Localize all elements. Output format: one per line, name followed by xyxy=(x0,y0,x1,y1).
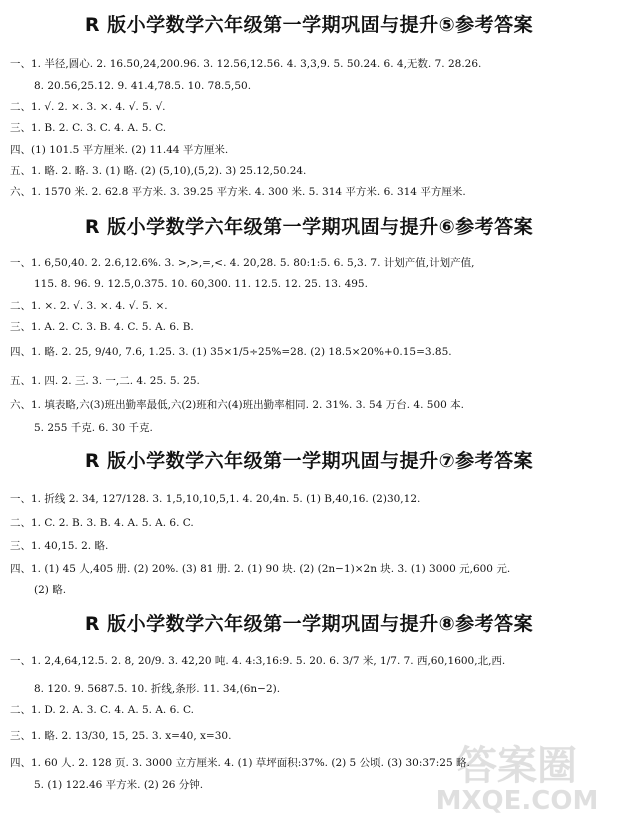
watermark-logo xyxy=(422,734,612,816)
answer-line: 二、1. √. 2. ×. 3. ×. 4. √. 5. √. xyxy=(10,101,166,113)
watermark-top-text: 答案圈 xyxy=(457,743,577,789)
answer-line: 三、1. 40,15. 2. 略. xyxy=(10,540,109,552)
answer-line: 8. 120. 9. 5687.5. 10. 折线,条形. 11. 34,(6n−2). xyxy=(34,683,281,695)
answer-line: 一、1. 2,4,64,12.5. 2. 8, 20/9. 3. 42,20 吨. 4. 4:3,16:9. 5. 20. 6. 3/7 米, 1/7. 7. 西,60,1600,北,西. xyxy=(10,655,506,667)
answer-line: 8. 20.56,25.12. 9. 41.4,78.5. 10. 78.5,50. xyxy=(34,80,252,92)
answer-line: 115. 8. 96. 9. 12.5,0.375. 10. 60,300. 11. 12.5. 12. 25. 13. 495. xyxy=(34,278,368,290)
answer-line: 二、1. C. 2. B. 3. B. 4. A. 5. A. 6. C. xyxy=(10,517,194,529)
section-title-6: R 版小学数学六年级第一学期巩固与提升⑥参考答案 xyxy=(84,216,534,238)
answer-line: 三、1. A. 2. C. 3. B. 4. C. 5. A. 6. B. xyxy=(10,321,194,333)
answer-line: 四、(1) 101.5 平方厘米. (2) 11.44 平方厘米. xyxy=(10,144,229,156)
section-title-8: R 版小学数学六年级第一学期巩固与提升⑧参考答案 xyxy=(84,613,534,635)
answer-line: (2) 略. xyxy=(34,584,67,596)
answer-line: 三、1. 略. 2. 13/30, 15, 25. 3. x=40, x=30. xyxy=(10,730,232,742)
answer-line: 六、1. 填表略,六(3)班出勤率最低,六(2)班和六(4)班出勤率相同. 2. 31%. 3. 54 万台. 4. 500 本. xyxy=(10,399,464,411)
answer-line: 二、1. D. 2. A. 3. C. 4. A. 5. A. 6. C. xyxy=(10,704,194,716)
answer-line: 三、1. B. 2. C. 3. C. 4. A. 5. C. xyxy=(10,122,167,134)
answer-line: 五、1. 四. 2. 三. 3. 一,二. 4. 25. 5. 25. xyxy=(10,375,200,387)
answer-line: 一、1. 半径,圆心. 2. 16.50,24,200.96. 3. 12.56,12.56. 4. 3,3,9. 5. 50.24. 6. 4,无数. 7. 28.26. xyxy=(10,58,482,70)
answer-line: 四、1. (1) 45 人,405 册. (2) 20%. (3) 81 册. 2. (1) 90 块. (2) (2n−1)×2n 块. 3. (1) 3000 元,600 元. xyxy=(10,563,511,575)
answer-line: 五、1. 略. 2. 略. 3. (1) 略. (2) (5,10),(5,2). 3) 25.12,50.24. xyxy=(10,165,307,177)
answer-line: 一、1. 折线 2. 34, 127/128. 3. 1,5,10,10,5,1. 4. 20,4n. 5. (1) B,40,16. (2)30,12. xyxy=(10,493,421,505)
answer-line: 六、1. 1570 米. 2. 62.8 平方米. 3. 39.25 平方米. 4. 300 米. 5. 314 平方米. 6. 314 平方厘米. xyxy=(10,186,466,198)
section-title-5: R 版小学数学六年级第一学期巩固与提升⑤参考答案 xyxy=(84,14,534,36)
section-title-7: R 版小学数学六年级第一学期巩固与提升⑦参考答案 xyxy=(84,450,534,472)
answer-line: 二、1. ×. 2. √. 3. ×. 4. √. 5. ×. xyxy=(10,300,168,312)
answer-line: 一、1. 6,50,40. 2. 2.6,12.6%. 3. >,>,=,<. 4. 20,28. 5. 80:1:5. 6. 5,3. 7. 计划产值,计划产值, xyxy=(10,257,475,269)
answer-line: 四、1. 60 人. 2. 128 页. 3. 3000 立方厘米. 4. (1) 草坪面积:37%. (2) 5 公顷. (3) 30:37:25 略. xyxy=(10,757,470,769)
watermark-bottom-text: MXQE.COM xyxy=(435,786,599,816)
answer-line: 四、1. 略. 2. 25, 9/40, 7.6, 1.25. 3. (1) 35×1/5÷25%=28. (2) 18.5×20%+0.15=3.85. xyxy=(10,346,452,358)
answer-line: 5. 255 千克. 6. 30 千克. xyxy=(34,422,153,434)
answer-line: 5. (1) 122.46 平方米. (2) 26 分钟. xyxy=(34,779,204,791)
